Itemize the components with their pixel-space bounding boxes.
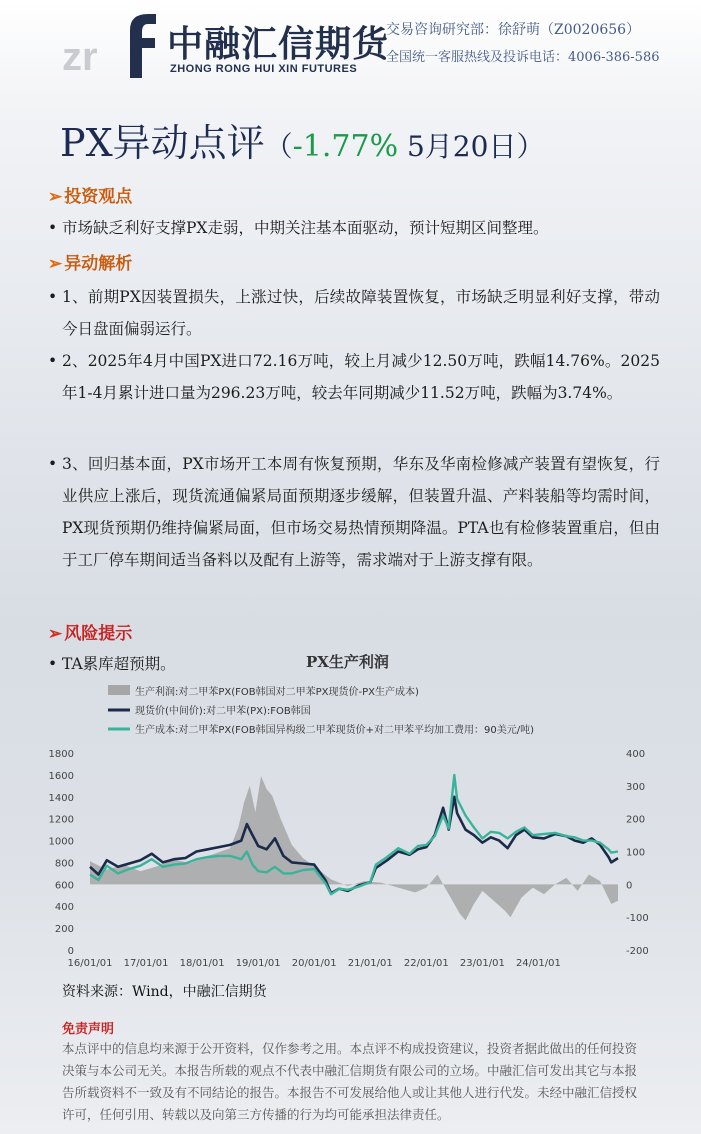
left-axis-tick: 0	[67, 946, 74, 957]
analysis-text-2: 2、2025年4月中国PX进口72.16万吨，较上月减少12.50万吨，跌幅14.76%。2025年1-4月累计进口量为296.23万吨，较去年同期减少11.52万吨，跌幅为3.74%。	[62, 352, 660, 402]
title-main: PX异动点评	[60, 121, 265, 165]
left-axis-tick: 1400	[48, 792, 74, 804]
legend-label-1: 现货价(中间价):对二甲苯(PX):FOB韩国	[135, 706, 311, 717]
left-axis-tick: 1200	[48, 814, 74, 826]
bullet-dot: •	[48, 455, 58, 473]
x-axis-tick: 24/01/01	[515, 958, 561, 969]
left-axis-tick: 1600	[48, 770, 74, 782]
header-banner	[0, 0, 701, 100]
right-axis-tick: 200	[626, 814, 646, 826]
analysis-item-3	[48, 448, 660, 576]
left-axis-tick: 400	[54, 902, 74, 914]
right-axis-tick: 100	[626, 847, 646, 859]
x-axis-tick: 21/01/01	[347, 958, 393, 969]
section-view-label: 投资观点	[64, 187, 133, 207]
right-axis-tick: 0	[626, 880, 633, 892]
risk-text: TA累库超预期。	[62, 655, 176, 673]
section-view-heading	[48, 182, 132, 207]
company-logo-icon	[60, 8, 160, 80]
right-axis-tick: -100	[626, 913, 649, 925]
title-close-paren: ）	[516, 130, 545, 163]
section-risk-heading	[48, 619, 132, 644]
legend-label-2: 生产成本:对二甲苯PX(FOB韩国异构级二甲苯现货价+对二甲苯平均加工费用：90美元/吨)	[135, 725, 535, 736]
svg-text:zr: zr	[62, 35, 98, 79]
logo-text-cn: 中融汇信期货	[167, 23, 390, 65]
data-source: 资料来源：Wind，中融汇信期货	[62, 984, 267, 1000]
analysis-item-1	[48, 281, 660, 345]
page-title	[60, 112, 544, 167]
analysis-item-2	[48, 345, 660, 409]
title-date: 5月20日	[398, 130, 517, 163]
legend-label-0: 生产利润:对二甲苯PX(FOB韩国对二甲苯PX现货价-PX生产成本)	[135, 687, 419, 698]
left-axis-tick: 800	[54, 858, 74, 870]
hotline-contact: 全国统一客服热线及投诉电话：4006-386-586	[386, 50, 660, 65]
chart-title: PX生产利润	[306, 653, 389, 671]
left-axis-tick: 600	[54, 880, 74, 892]
bullet-dot: •	[48, 219, 58, 237]
x-axis-tick: 16/01/01	[67, 958, 113, 969]
arrow-icon: ➢	[48, 187, 63, 207]
px-profit-chart	[40, 675, 680, 975]
x-axis-tick: 18/01/01	[179, 958, 225, 969]
right-axis-tick: 300	[626, 781, 646, 793]
section-analysis-heading	[48, 249, 132, 274]
x-axis-tick: 17/01/01	[123, 958, 169, 969]
disclaimer-text: 本点评中的信息均来源于公开资料，仅作参考之用。本点评不构成投资建议，投资者据此做出的任何投资决策与本公司无关。本报告所载的观点不代表中融汇信期货有限公司的立场。中融汇信可发出其它与本报告所载资料不一致及有不同结论的报告。本报告不可发展给他人或让其他人进行代发。未经中融汇信授权许可，任何引用、转载以及向第三方传播的行为均可能承担法律责任。	[62, 1041, 638, 1122]
left-axis-tick: 1000	[48, 836, 74, 848]
right-axis-tick: -200	[626, 946, 649, 957]
left-axis-tick: 200	[54, 924, 74, 936]
left-axis-tick: 1800	[48, 749, 74, 760]
bullet-dot: •	[48, 352, 58, 370]
section-analysis-label: 异动解析	[64, 254, 133, 274]
analyst-contact: 交易咨询研究部：徐舒萌（Z0020656）	[386, 22, 641, 38]
view-bullet	[48, 212, 660, 244]
right-axis-tick: 400	[626, 749, 646, 760]
x-axis-tick: 22/01/01	[403, 958, 449, 969]
analysis-text-3: 3、回归基本面，PX市场开工本周有恢复预期，华东及华南检修减产装置有望恢复，行业供应上涨后，现货流通偏紧局面预期逐步缓解，但装置升温、产料装船等均需时间，PX现货预期仍维持偏紧局面，但市场交易热情预期降温。PTA也有检修装置重启，但由于工厂停车期间适当备料以及配有上游等，需求端对于上游支撑有限。	[62, 455, 660, 569]
analysis-text-1: 1、前期PX因装置损失，上涨过快，后续故障装置恢复，市场缺乏明显利好支撑，带动今日盘面偏弱运行。	[62, 288, 660, 338]
view-text: 市场缺乏利好支撑PX走弱，中期关注基本面驱动，预计短期区间整理。	[62, 219, 549, 237]
series-profit-area	[90, 776, 618, 920]
disclaimer-title: 免责声明	[62, 1022, 115, 1037]
title-open-paren: （	[264, 130, 293, 163]
change-percent: -1.77%	[292, 129, 399, 164]
x-axis-tick: 23/01/01	[459, 958, 505, 969]
logo-text-en: ZHONG RONG HUI XIN FUTURES	[170, 63, 358, 75]
section-risk-label: 风险提示	[64, 624, 133, 644]
x-axis-tick: 20/01/01	[291, 958, 337, 969]
arrow-icon: ➢	[48, 624, 63, 644]
arrow-icon: ➢	[48, 254, 63, 274]
bullet-dot: •	[48, 655, 58, 673]
x-axis-tick: 19/01/01	[235, 958, 281, 969]
bullet-dot: •	[48, 288, 58, 306]
legend-swatch-profit	[108, 685, 130, 695]
